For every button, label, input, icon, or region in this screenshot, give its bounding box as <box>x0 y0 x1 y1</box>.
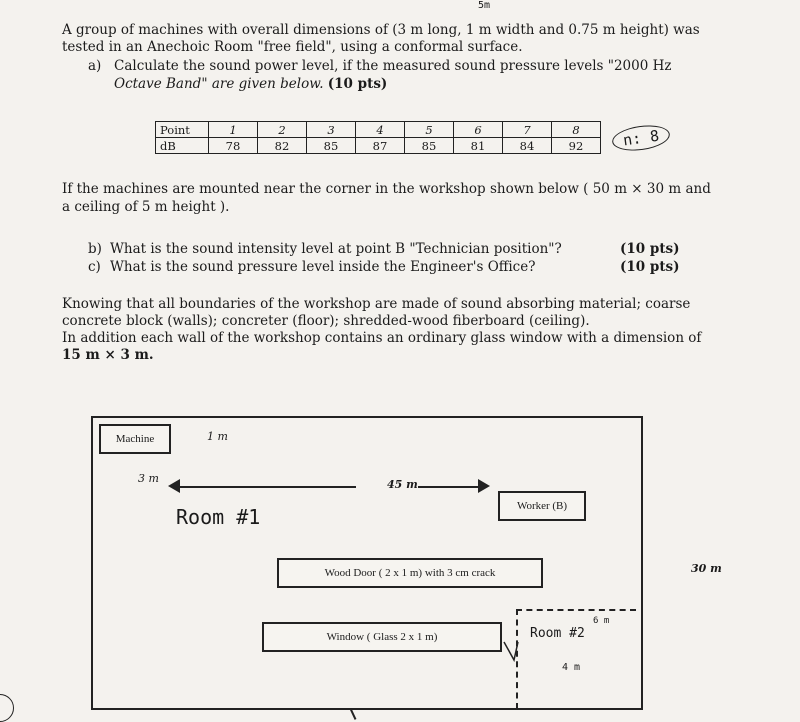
wood-door-box: Wood Door ( 2 x 1 m) with 3 cm crack <box>277 558 543 588</box>
table-point-cell: 3 <box>307 122 356 138</box>
table-db-cell: 85 <box>307 138 356 154</box>
table-point-cell: 5 <box>405 122 454 138</box>
dim-3m: 3 m <box>138 472 159 485</box>
table-row-db <box>156 138 601 154</box>
table-db-cell: 87 <box>356 138 405 154</box>
table-point-cell: 8 <box>552 122 601 138</box>
table-db-cell: 82 <box>258 138 307 154</box>
part-a-line-1: Calculate the sound power level, if the measured sound pressure levels "2000 Hz <box>114 58 672 74</box>
part-b-label: b) <box>88 241 102 257</box>
dim-4m: 4 m <box>562 662 581 673</box>
arrow-45m-left-line <box>176 486 356 488</box>
table-header-point: Point <box>156 122 209 138</box>
dim-30m: 30 m <box>691 562 722 575</box>
arrow-left-icon <box>168 479 180 493</box>
top-scribble: 5m <box>478 0 491 11</box>
table-point-cell: 7 <box>503 122 552 138</box>
window-box: Window ( Glass 2 x 1 m) <box>262 622 502 652</box>
part-a-points: (10 pts) <box>327 76 388 92</box>
know-line-4: 15 m × 3 m. <box>62 347 154 363</box>
know-line-2: concrete block (walls); concreter (floor); shredded-wood fiberboard (ceiling). <box>62 313 590 329</box>
table-point-cell: 1 <box>209 122 258 138</box>
table-row-points <box>156 122 601 138</box>
margin-circle-mark <box>0 694 14 722</box>
table-db-cell: 81 <box>454 138 503 154</box>
arrow-right-icon <box>478 479 490 493</box>
part-b-points: (10 pts) <box>620 241 680 257</box>
dim-6m: 6 m <box>593 616 610 626</box>
room-2-door-swing <box>500 638 524 666</box>
dim-1m: 1 m <box>207 430 228 443</box>
room-2-label: Room #2 <box>530 626 585 641</box>
sound-pressure-table <box>155 121 601 154</box>
room-2-top-dashed <box>516 609 636 611</box>
table-point-cell: 2 <box>258 122 307 138</box>
table-header-db: dB <box>156 138 209 154</box>
mount-line-2: a ceiling of 5 m height ). <box>62 199 230 215</box>
intro-line-2: tested in an Anechoic Room "free field", using a conformal surface. <box>62 39 523 55</box>
part-a-label: a) <box>88 58 102 74</box>
table-point-cell: 6 <box>454 122 503 138</box>
part-b-text: What is the sound intensity level at point B "Technician position"? <box>110 241 562 257</box>
table-db-cell: 84 <box>503 138 552 154</box>
table-point-cell: 4 <box>356 122 405 138</box>
know-line-1: Knowing that all boundaries of the workshop are made of sound absorbing material; coarse <box>62 296 691 312</box>
table-db-cell: 92 <box>552 138 601 154</box>
part-c-points: (10 pts) <box>620 259 680 275</box>
table-db-cell: 85 <box>405 138 454 154</box>
intro-line-1: A group of machines with overall dimensions of (3 m long, 1 m width and 0.75 m height) was <box>62 22 700 38</box>
room-1-label: Room #1 <box>176 505 261 529</box>
part-c-label: c) <box>88 259 101 275</box>
know-line-3: In addition each wall of the workshop contains an ordinary glass window with a dimension of <box>62 330 702 346</box>
table-db-cell: 78 <box>209 138 258 154</box>
arrow-45m-right-line <box>418 486 480 488</box>
part-a-line-2-wrap <box>114 76 387 93</box>
table-note: n: 8 <box>611 122 672 154</box>
part-a-line-2: Octave Band" are given below. <box>114 76 324 92</box>
part-c-text: What is the sound pressure level inside the Engineer's Office? <box>110 259 536 275</box>
mount-line-1: If the machines are mounted near the corner in the workshop shown below ( 50 m × 30 m and <box>62 181 711 197</box>
dim-45m: 45 m <box>387 478 418 491</box>
worker-box: Worker (B) <box>498 491 586 521</box>
machine-box: Machine <box>99 424 171 454</box>
